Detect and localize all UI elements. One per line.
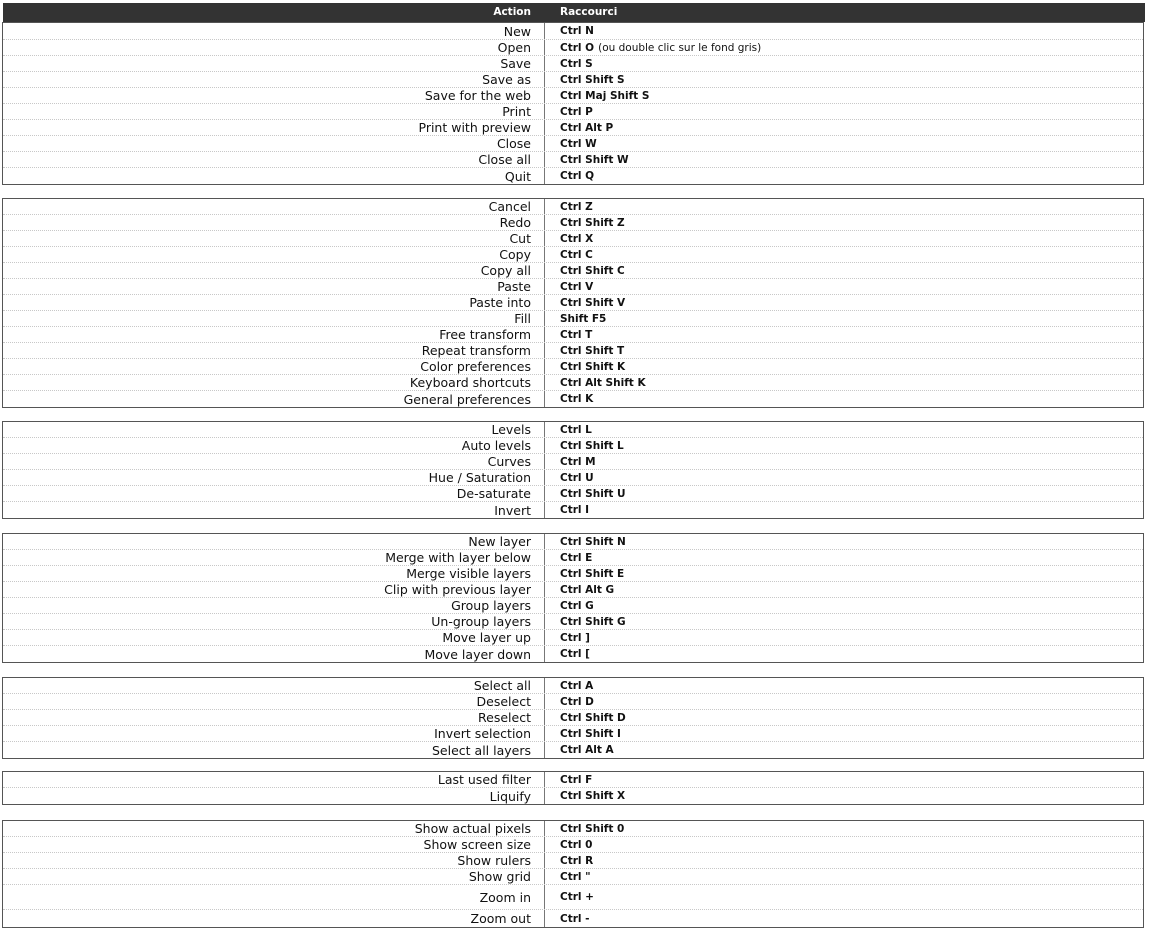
action-cell: Select all layers: [432, 742, 531, 758]
shortcut-keys: Ctrl Shift G: [560, 615, 626, 628]
action-cell: Select all: [473, 678, 531, 693]
shortcut-cell: [560, 279, 1143, 294]
shortcut-cell: [560, 263, 1143, 278]
shortcut-group: [2, 22, 1144, 185]
shortcut-keys: Ctrl O: [560, 41, 595, 54]
shortcut-cell: [560, 837, 1143, 852]
action-cell: General preferences: [403, 391, 531, 407]
action-cell: Show screen size: [423, 837, 531, 852]
shortcut-cell: [560, 311, 1143, 326]
shortcut-cell: [560, 534, 1143, 549]
action-cell: Copy: [499, 247, 531, 262]
table-row: [3, 694, 1143, 710]
shortcut-keys: Ctrl T: [560, 328, 593, 341]
shortcut-keys: Ctrl Shift I: [560, 727, 621, 740]
shortcut-keys: Ctrl Maj Shift S: [560, 89, 650, 102]
shortcut-keys: Ctrl N: [560, 25, 594, 37]
shortcut-cell: [560, 40, 1143, 55]
shortcut-keys: Ctrl Shift K: [560, 360, 626, 373]
table-row: [3, 327, 1143, 343]
table-row: [3, 598, 1143, 614]
shortcut-cell: [560, 136, 1143, 151]
action-cell: Redo: [499, 215, 531, 230]
shortcut-cell: [560, 910, 1143, 927]
shortcut-keys: Ctrl R: [560, 854, 594, 867]
action-cell: Zoom in: [479, 889, 531, 905]
shortcut-group: [2, 421, 1144, 519]
action-cell: Close all: [478, 152, 531, 167]
action-cell: Show rulers: [457, 853, 531, 868]
shortcut-keys: Ctrl Shift E: [560, 567, 625, 580]
table-row: [3, 391, 1143, 407]
action-cell: Save for the web: [424, 88, 531, 103]
shortcut-keys: Ctrl S: [560, 57, 593, 70]
shortcut-cell: [560, 438, 1143, 453]
shortcut-keys: Ctrl 0: [560, 838, 593, 851]
table-row: [3, 678, 1143, 694]
table-row: [3, 136, 1143, 152]
action-cell: Last used filter: [437, 772, 531, 787]
shortcut-keys: Ctrl Alt G: [560, 583, 615, 596]
table-row: [3, 263, 1143, 279]
shortcut-cell: [560, 614, 1143, 629]
action-cell: Paste into: [469, 295, 531, 310]
action-cell: Invert selection: [434, 726, 531, 741]
shortcut-keys: Ctrl I: [560, 504, 590, 516]
shortcut-keys: Ctrl C: [560, 248, 593, 261]
action-cell: Show actual pixels: [414, 821, 531, 836]
shortcut-keys: Ctrl D: [560, 695, 594, 708]
shortcut-cell: [560, 566, 1143, 581]
action-cell: Reselect: [478, 710, 531, 725]
shortcut-keys: Ctrl Z: [560, 200, 593, 213]
action-cell: Deselect: [476, 694, 531, 709]
shortcut-group: [2, 198, 1144, 408]
shortcut-keys: Ctrl Shift S: [560, 73, 625, 86]
shortcut-cell: [560, 550, 1143, 565]
shortcut-keys: Ctrl P: [560, 105, 593, 118]
shortcut-keys: Ctrl W: [560, 137, 597, 150]
shortcut-cell: [560, 678, 1143, 693]
shortcut-keys: Ctrl +: [560, 891, 594, 903]
table-header: [3, 3, 1145, 22]
header-shortcut: Raccourci: [560, 6, 618, 18]
shortcut-keys: Ctrl A: [560, 679, 594, 692]
shortcut-group: [2, 771, 1144, 805]
shortcut-keys: Ctrl G: [560, 599, 594, 612]
shortcut-cell: [560, 630, 1143, 645]
shortcut-keys: Ctrl ]: [560, 631, 590, 644]
shortcut-group: [2, 533, 1144, 663]
header-action: Action: [493, 6, 531, 18]
action-cell: Move layer up: [442, 630, 531, 645]
action-cell: Print: [502, 104, 531, 119]
table-row: [3, 199, 1143, 215]
shortcut-cell: [560, 104, 1143, 119]
table-row: [3, 742, 1143, 758]
action-cell: Save: [500, 56, 531, 71]
action-cell: Hue / Saturation: [428, 470, 531, 485]
shortcut-keys: Ctrl [: [560, 648, 590, 660]
table-row: [3, 72, 1143, 88]
action-cell: Invert: [494, 502, 531, 518]
action-cell: De-saturate: [456, 486, 531, 501]
action-cell: Levels: [491, 422, 531, 437]
action-cell: Cut: [509, 231, 531, 246]
table-row: [3, 853, 1143, 869]
shortcut-keys: Ctrl V: [560, 280, 594, 293]
shortcut-keys: Ctrl K: [560, 393, 594, 405]
table-row: [3, 120, 1143, 136]
shortcut-cell: [560, 821, 1143, 836]
shortcut-cell: [560, 56, 1143, 71]
table-row: [3, 343, 1143, 359]
table-row: [3, 168, 1143, 184]
shortcut-cell: [560, 168, 1143, 184]
action-cell: Close: [496, 136, 531, 151]
shortcut-cell: [560, 343, 1143, 358]
table-row: [3, 788, 1143, 804]
shortcut-keys: Ctrl Shift W: [560, 153, 629, 166]
shortcut-keys: Ctrl M: [560, 455, 596, 468]
action-cell: Color preferences: [420, 359, 531, 374]
shortcut-cell: [560, 359, 1143, 374]
shortcut-group: [2, 820, 1144, 928]
table-row: [3, 614, 1143, 630]
table-row: [3, 359, 1143, 375]
shortcut-cell: [560, 422, 1143, 437]
shortcut-cell: [560, 215, 1143, 230]
action-cell: Quit: [504, 168, 531, 184]
table-row: [3, 486, 1143, 502]
shortcut-keys: Ctrl L: [560, 423, 592, 436]
table-row: [3, 910, 1143, 927]
action-cell: Curves: [487, 454, 531, 469]
action-cell: Copy all: [480, 263, 531, 278]
shortcut-cell: [560, 772, 1143, 787]
shortcut-cell: [560, 710, 1143, 725]
shortcut-keys: Ctrl Shift C: [560, 264, 625, 277]
shortcut-cell: [560, 375, 1143, 390]
shortcut-cell: [560, 72, 1143, 87]
shortcut-cell: [560, 885, 1143, 909]
table-row: [3, 534, 1143, 550]
shortcut-keys: Ctrl Shift Z: [560, 216, 625, 229]
table-row: [3, 152, 1143, 168]
shortcut-keys: Ctrl F: [560, 773, 593, 786]
shortcut-cell: [560, 694, 1143, 709]
action-cell: Un-group layers: [431, 614, 531, 629]
shortcut-cell: [560, 646, 1143, 662]
shortcut-keys: Ctrl Shift L: [560, 439, 624, 452]
table-row: [3, 582, 1143, 598]
shortcut-cell: [560, 247, 1143, 262]
table-row: [3, 837, 1143, 853]
shortcut-cell: [560, 23, 1143, 39]
action-cell: Paste: [497, 279, 531, 294]
action-cell: Show grid: [468, 869, 531, 884]
shortcut-keys: Ctrl U: [560, 471, 594, 484]
table-row: [3, 279, 1143, 295]
shortcut-cell: [560, 788, 1143, 804]
shortcut-cell: [560, 152, 1143, 167]
shortcut-cell: [560, 742, 1143, 758]
table-row: [3, 710, 1143, 726]
action-cell: Group layers: [451, 598, 531, 613]
table-row: [3, 630, 1143, 646]
action-cell: Free transform: [439, 327, 531, 342]
shortcut-cell: [560, 502, 1143, 518]
shortcut-keys: Ctrl Shift D: [560, 711, 626, 724]
table-row: [3, 56, 1143, 72]
shortcut-cell: [560, 231, 1143, 246]
shortcut-keys: Ctrl Alt P: [560, 121, 614, 134]
shortcut-cell: [560, 120, 1143, 135]
action-cell: Save as: [482, 72, 531, 87]
shortcut-cell: [560, 470, 1143, 485]
table-row: [3, 646, 1143, 662]
table-row: [3, 88, 1143, 104]
shortcut-cell: [560, 199, 1143, 214]
action-cell: New layer: [468, 534, 531, 549]
table-row: [3, 247, 1143, 263]
shortcut-keys: Ctrl Shift U: [560, 487, 626, 500]
table-row: [3, 502, 1143, 518]
shortcut-group: [2, 677, 1144, 759]
shortcut-cell: [560, 853, 1143, 868]
table-row: [3, 566, 1143, 582]
table-row: [3, 550, 1143, 566]
shortcut-cell: [560, 295, 1143, 310]
table-row: [3, 40, 1143, 56]
shortcut-cell: [560, 327, 1143, 342]
table-row: [3, 454, 1143, 470]
shortcut-cell: [560, 869, 1143, 884]
shortcut-keys: Ctrl Q: [560, 170, 595, 182]
action-cell: Move layer down: [424, 646, 531, 662]
shortcut-keys: Ctrl Shift 0: [560, 822, 625, 835]
action-cell: Auto levels: [461, 438, 531, 453]
table-row: [3, 295, 1143, 311]
shortcut-cell: [560, 582, 1143, 597]
action-cell: Merge visible layers: [406, 566, 531, 581]
table-row: [3, 885, 1143, 910]
table-row: [3, 438, 1143, 454]
shortcut-keys: Ctrl -: [560, 912, 590, 925]
shortcut-keys: Ctrl Shift N: [560, 535, 626, 548]
table-row: [3, 311, 1143, 327]
action-cell: Fill: [514, 311, 531, 326]
table-row: [3, 422, 1143, 438]
shortcut-keys: Ctrl ": [560, 870, 591, 883]
shortcut-cell: [560, 454, 1143, 469]
shortcut-keys: Ctrl Alt A: [560, 744, 614, 756]
action-cell: New: [503, 23, 531, 39]
action-cell: Keyboard shortcuts: [409, 375, 531, 390]
shortcut-keys: Ctrl E: [560, 551, 593, 564]
table-row: [3, 821, 1143, 837]
action-cell: Print with preview: [418, 120, 531, 135]
shortcut-cell: [560, 391, 1143, 407]
shortcut-cell: [560, 88, 1143, 103]
table-row: [3, 231, 1143, 247]
shortcut-keys: Ctrl Shift T: [560, 344, 625, 357]
shortcut-keys: Shift F5: [560, 312, 607, 325]
shortcut-note: (ou double clic sur le fond gris): [598, 41, 762, 54]
table-row: [3, 215, 1143, 231]
table-row: [3, 869, 1143, 885]
action-cell: Repeat transform: [421, 343, 531, 358]
table-row: [3, 772, 1143, 788]
action-cell: Open: [497, 40, 531, 55]
action-cell: Zoom out: [470, 911, 531, 926]
shortcut-keys: Ctrl Shift X: [560, 790, 626, 802]
action-cell: Cancel: [488, 199, 531, 214]
table-row: [3, 23, 1143, 40]
table-row: [3, 726, 1143, 742]
shortcut-cell: [560, 598, 1143, 613]
shortcut-cell: [560, 726, 1143, 741]
shortcut-keys: Ctrl Alt Shift K: [560, 376, 646, 389]
shortcut-cell: [560, 486, 1143, 501]
action-cell: Clip with previous layer: [384, 582, 531, 597]
table-row: [3, 104, 1143, 120]
table-row: [3, 375, 1143, 391]
shortcut-keys: Ctrl Shift V: [560, 296, 626, 309]
action-cell: Merge with layer below: [385, 550, 531, 565]
action-cell: Liquify: [489, 788, 531, 804]
shortcut-keys: Ctrl X: [560, 232, 594, 245]
table-row: [3, 470, 1143, 486]
